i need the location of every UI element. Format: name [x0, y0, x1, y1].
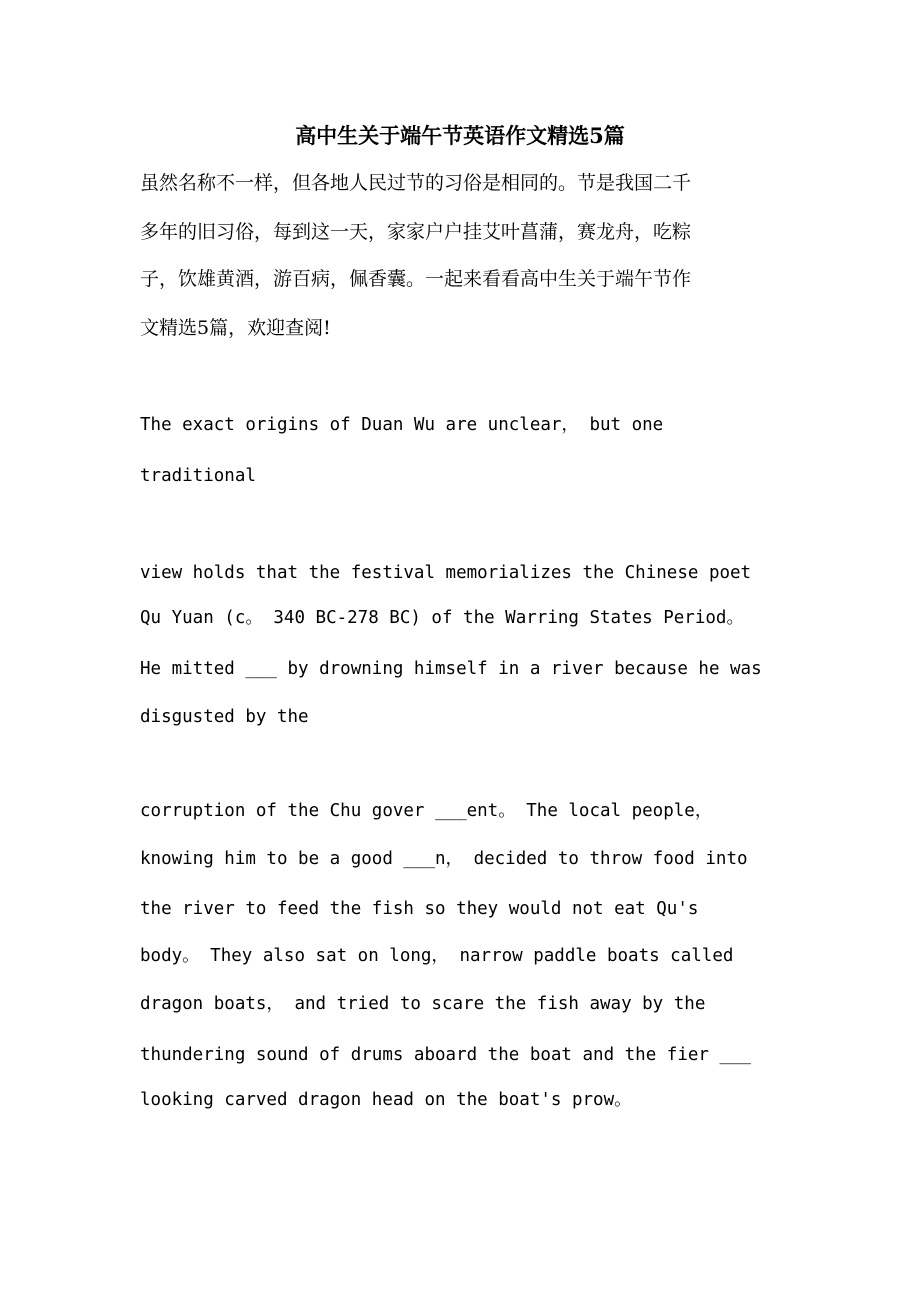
body-line-10: body。 They also sat on long， narrow paddle boats called	[140, 946, 734, 966]
body-line-13: looking carved dragon head on the boat's prow。	[140, 1090, 632, 1110]
body-line-8: knowing him to be a good ___n， decided to throw food into	[140, 849, 748, 869]
body-line-9: the river to feed the fish so they would not eat Qu's	[140, 899, 699, 919]
body-line-12: thundering sound of drums aboard the boat and the fier ___	[140, 1045, 752, 1065]
body-line-4: Qu Yuan (c。 340 BC-278 BC) of the Warring States Period。	[140, 608, 744, 628]
body-line-2: traditional	[140, 466, 256, 486]
intro-line-1: 虽然名称不一样，但各地人民过节的习俗是相同的。节是我国二千	[140, 172, 692, 194]
body-line-5: He mitted ___ by drowning himself in a river because he was	[140, 659, 762, 679]
body-line-1: The exact origins of Duan Wu are unclear， but one	[140, 415, 664, 435]
intro-line-2: 多年的旧习俗，每到这一天，家家户户挂艾叶菖蒲，赛龙舟，吃粽	[140, 221, 692, 243]
intro-line-3: 子，饮雄黄酒，游百病，佩香囊。一起来看看高中生关于端午节作	[140, 268, 692, 290]
body-line-11: dragon boats， and tried to scare the fish away by the	[140, 994, 706, 1014]
body-line-7: corruption of the Chu gover ___ent。 The local people，	[140, 801, 713, 821]
intro-line-4: 文精选5篇，欢迎查阅!	[140, 317, 331, 339]
page-title: 高中生关于端午节英语作文精选5篇	[295, 123, 625, 148]
body-line-3: view holds that the festival memorializes the Chinese poet	[140, 563, 752, 583]
body-line-6: disgusted by the	[140, 707, 309, 727]
